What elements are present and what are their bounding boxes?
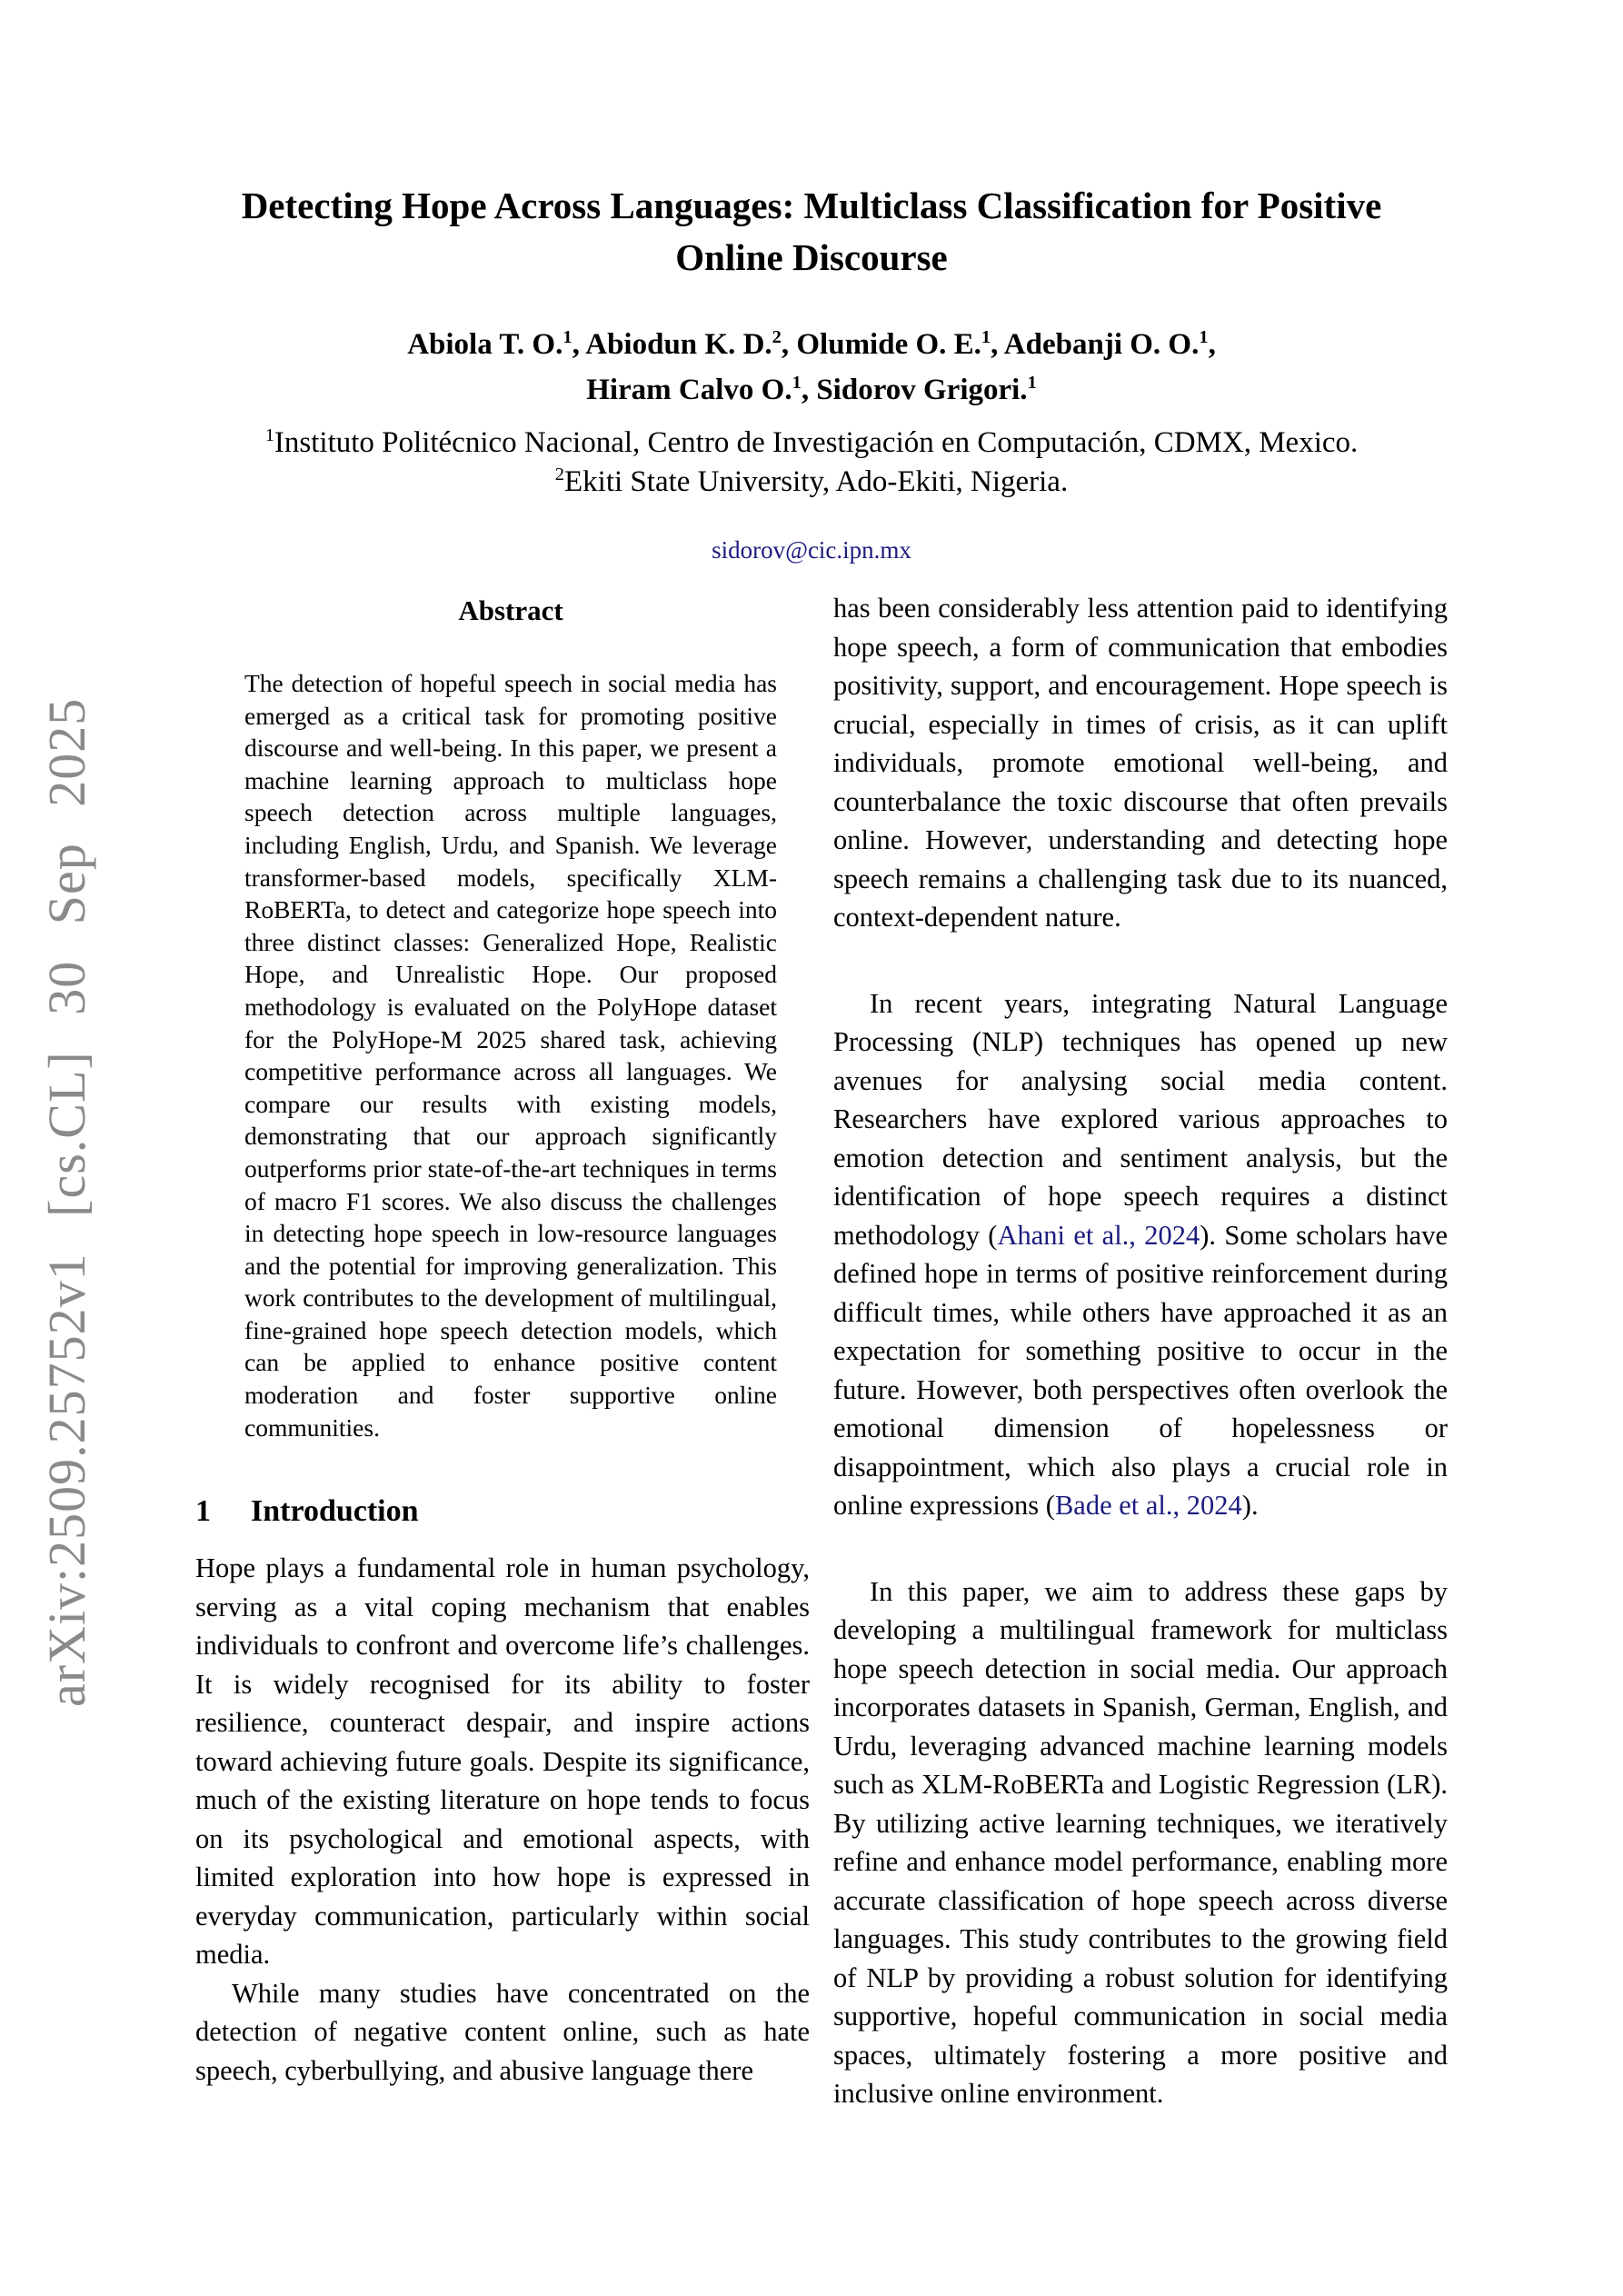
author-name: , Abiodun K. D. [572, 328, 772, 361]
paragraph-text: ). [1241, 1490, 1259, 1521]
paragraph-text: In recent years, integrating Natural Language Processing (NLP) techniques has opened up new avenues for analysing social media content. Researchers have explored various approaches to emotion detection and sentiment analysis, but the identification of hope speech requires a distinct methodology ( [833, 987, 1448, 1251]
affiliation-2 [0, 463, 1623, 502]
intro-paragraph-3 [833, 984, 1448, 1525]
citation-link-ahani-2024[interactable]: Ahani et al., 2024 [997, 1219, 1200, 1251]
author-name: , Olumide O. E. [781, 328, 981, 361]
author-list [0, 322, 1623, 413]
paper-title [0, 180, 1623, 284]
abstract-text: The detection of hopeful speech in social media has emerged as a critical task for promoting positive discourse and well-being. In this paper, we present a machine learning approach to multiclass hope speech detection across multiple languages, including English, Urdu, and Spanish. We leverage transformer-based models, specifically XLM-RoBERTa, to detect and categorize hope speech into three distinct classes: Generalized Hope, Realistic Hope, and Unrealistic Hope. Our proposed methodology is evaluated on the PolyHope dataset for the PolyHope-M 2025 shared task, achieving competitive performance across all languages. We compare our results with existing models, demonstrating that our approach significantly outperforms prior state-of-the-art techniques in terms of macro F1 scores. We also discuss the challenges in detecting hope speech in low-resource languages and the potential for improving generalization. This work contributes to the development of multilingual, fine-grained hope speech detection models, which can be applied to enhance positive content moderation and foster supportive online communities. [244, 669, 777, 1442]
author-name: , Adebanji O. O. [991, 328, 1200, 361]
author-name: Hiram Calvo O. [586, 374, 792, 406]
affiliation-text: Ekiti State University, Ado-Ekiti, Nigeria. [564, 465, 1069, 498]
abstract-heading: Abstract [458, 594, 563, 626]
paper-title-line1: Detecting Hope Across Languages: Multiclass Classification for Positive [241, 185, 1382, 226]
author-superscript: 2 [772, 327, 782, 347]
section-heading-introduction [195, 1494, 810, 1529]
affiliation-superscript: 1 [264, 425, 274, 445]
email-link[interactable]: sidorov@cic.ipn.mx [712, 536, 911, 564]
affiliation-list [0, 424, 1623, 502]
author-superscript: 1 [792, 373, 802, 393]
affiliation-text: Instituto Politécnico Nacional, Centro de Investigación en Computación, CDMX, Mexico. [274, 426, 1359, 459]
author-name: , [1208, 328, 1216, 361]
intro-paragraph-1: Hope plays a fundamental role in human psychology, serving as a vital coping mechanism that enables individuals to confront and overcome life’s challenges. It is widely recognised for its ability to foster resilience, counteract despair, and inspire actions toward achieving future goals. Despite its significance, much of the existing literature on hope tends to focus on its psychological and emotional aspects, with limited exploration into how hope is expressed in everyday communication, particularly within social media. [195, 1552, 810, 1971]
citation-link-bade-2024[interactable]: Bade et al., 2024 [1054, 1490, 1242, 1521]
contact-email [0, 536, 1623, 564]
paper-header [0, 180, 1623, 564]
affiliation-superscript: 2 [554, 464, 565, 484]
left-column [195, 589, 810, 2090]
author-superscript: 1 [1199, 327, 1209, 347]
intro-paragraph-4: In this paper, we aim to address these gaps by developing a multilingual framework for multiclass hope speech detection in social media. Our approach incorporates datasets in Spanish, German, English, and Urdu, leveraging advanced machine learning models such as XLM-RoBERTa and Logistic Regression (LR). By utilizing active learning techniques, we iteratively refine and enhance model performance, enabling more accurate classification of hope speech across diverse languages. This study contributes to the growing field of NLP by providing a robust solution for identifying supportive, hopeful communication in social media spaces, ultimately fostering a more positive and inclusive online environment. [833, 1575, 1448, 2109]
affiliation-1 [0, 424, 1623, 463]
section-number: 1 [195, 1494, 211, 1529]
paper-title-line2: Online Discourse [675, 236, 948, 278]
author-superscript: 1 [981, 327, 991, 347]
author-line2 [0, 367, 1623, 413]
intro-paragraph-2: While many studies have concentrated on the detection of negative content online, such as hate speech, cyberbullying, and abusive language there [195, 1977, 810, 2086]
arxiv-watermark: arXiv:2509.25752v1 [cs.CL] 30 Sep 2025 [37, 697, 96, 1707]
paragraph-text: ). Some scholars have defined hope in terms of positive reinforcement during difficult times, while others have approached it as an expectation for something positive to occur in the future. However, both perspectives often overlook the emotional dimension of hopelessness or disappointment, which also plays a crucial role in online expressions ( [833, 1219, 1449, 1521]
author-name: Abiola T. O. [407, 328, 563, 361]
intro-paragraph-2-continued: has been considerably less attention paid to identifying hope speech, a form of communication that embodies positivity, support, and encouragement. Hope speech is crucial, especially in times of crisis, as it can uplift individuals, promote emotional well-being, and counterbalance the toxic discourse that often prevails online. However, understanding and detecting hope speech remains a challenging task due to its nuanced, context-dependent nature. [833, 593, 1448, 933]
author-superscript: 1 [1027, 373, 1037, 393]
section-title: Introduction [251, 1494, 419, 1529]
author-line1 [0, 322, 1623, 367]
author-superscript: 1 [563, 327, 573, 347]
author-name: , Sidorov Grigori. [801, 374, 1028, 406]
right-column [833, 589, 1448, 2113]
